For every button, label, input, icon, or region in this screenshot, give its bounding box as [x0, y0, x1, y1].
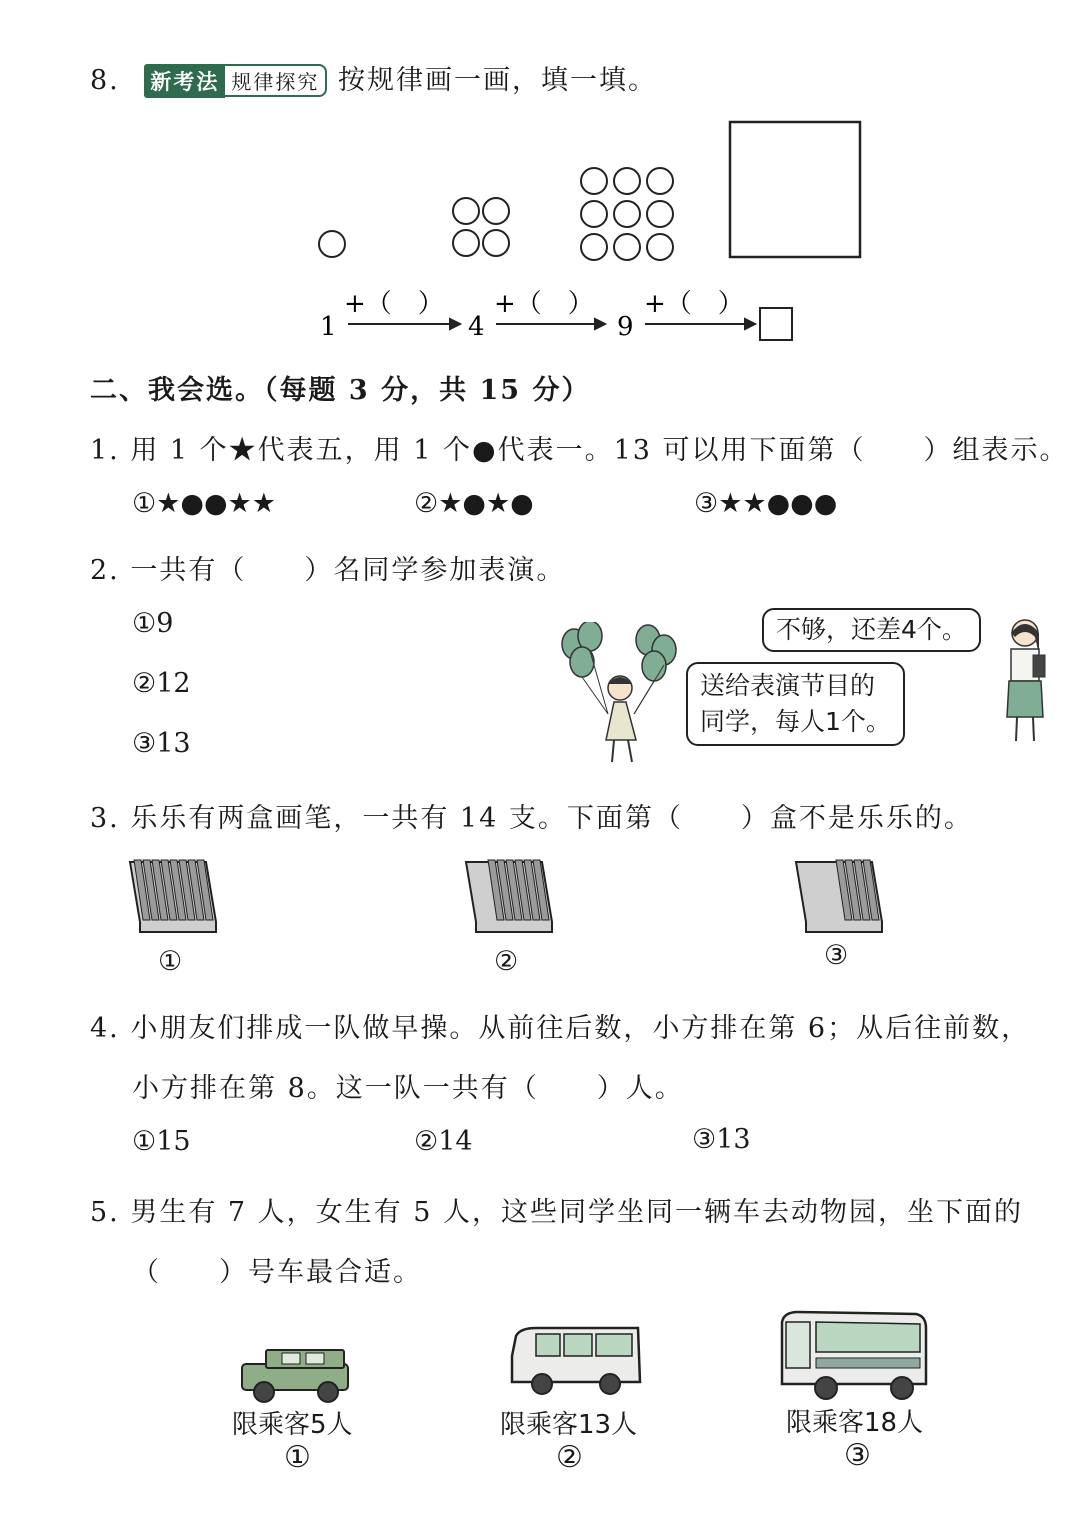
q3-option-3[interactable]: ③ — [824, 940, 849, 971]
vehicle-1-option[interactable]: ① — [284, 1440, 311, 1475]
q3-text: 3. 乐乐有两盒画笔，一共有 14 支。下面第（ ）盒不是乐乐的。 — [90, 803, 973, 834]
pattern-group-9 — [581, 168, 673, 260]
q4-line-1: 4. 小朋友们排成一队做早操。从前往后数，小方排在第 6；从后往前数， — [90, 1013, 1031, 1044]
pencil-box-3 — [796, 860, 882, 932]
q4-option-3[interactable]: ③13 — [692, 1124, 751, 1155]
bubble-left-line-2: 同学，每人1个。 — [700, 707, 891, 736]
q2-option-3[interactable]: ③13 — [132, 728, 191, 759]
section-title: 二、我会选。（每题 3 分，共 15 分） — [90, 375, 591, 406]
tag-new-method: 新考法 — [144, 64, 225, 98]
q4-option-2[interactable]: ②14 — [414, 1126, 473, 1157]
q8-number: 8. — [90, 65, 120, 96]
q5-line-2: （ ）号车最合适。 — [132, 1257, 422, 1288]
q8-tag — [144, 64, 327, 98]
bubble-left-line-1: 送给表演节目的 — [700, 671, 876, 700]
q2-text: 2. 一共有（ ）名同学参加表演。 — [90, 555, 566, 586]
vehicle-3-option[interactable]: ③ — [844, 1438, 871, 1473]
q1-option-2[interactable]: ②★●★● — [414, 488, 534, 519]
plus-blank-3[interactable]: +（ ） — [644, 289, 744, 319]
speech-bubble-left — [686, 662, 905, 746]
balloon-girl-illustration — [556, 622, 686, 772]
pattern-circle — [319, 231, 345, 257]
seq-number-1: 1 — [320, 312, 337, 342]
q8-pattern-figure — [300, 110, 900, 360]
plus-blank-2[interactable]: +（ ） — [494, 289, 594, 319]
q8-instruction: 按规律画一画，填一填。 — [337, 65, 657, 96]
minibus-icon — [506, 1326, 646, 1398]
pencil-box-1 — [130, 860, 216, 932]
q4-line-2: 小方排在第 8。这一队一共有（ ）人。 — [132, 1073, 684, 1104]
q8-header — [90, 58, 657, 98]
draw-answer-box[interactable] — [730, 122, 860, 257]
q1-option-3[interactable]: ③★★●●● — [694, 488, 838, 519]
q2-option-2[interactable]: ②12 — [132, 668, 191, 699]
speech-bubble-right: 不够，还差4个。 — [762, 608, 981, 652]
vehicle-1-limit: 限乘客5人 — [232, 1410, 353, 1440]
q3-option-1[interactable]: ① — [158, 946, 183, 977]
vehicle-3-limit: 限乘客18人 — [786, 1408, 924, 1438]
q5-line-1: 5. 男生有 7 人，女生有 5 人，这些同学坐同一辆车去动物园，坐下面的 — [90, 1197, 1024, 1228]
q4-option-1[interactable]: ①15 — [132, 1126, 191, 1157]
seq-number-9: 9 — [617, 312, 634, 342]
vehicle-2-limit: 限乘客13人 — [500, 1410, 638, 1440]
pencil-boxes — [126, 856, 896, 946]
tag-pattern: 规律探究 — [223, 64, 327, 97]
pencil-box-2 — [466, 860, 552, 932]
bus-icon — [776, 1308, 932, 1404]
q1-text: 1. 用 1 个★代表五，用 1 个●代表一。13 可以用下面第（ ）组表示。 — [90, 435, 1069, 466]
standing-girl-illustration — [995, 615, 1055, 750]
q3-option-2[interactable]: ② — [494, 946, 519, 977]
jeep-icon — [236, 1346, 356, 1406]
plus-blank-1[interactable]: +（ ） — [344, 289, 444, 319]
seq-number-4: 4 — [468, 312, 485, 342]
q1-option-1[interactable]: ①★●●★★ — [132, 488, 276, 519]
vehicle-2-option[interactable]: ② — [556, 1440, 583, 1475]
answer-square[interactable] — [760, 308, 792, 340]
pattern-group-4 — [453, 198, 509, 256]
q2-option-1[interactable]: ①9 — [132, 608, 174, 639]
